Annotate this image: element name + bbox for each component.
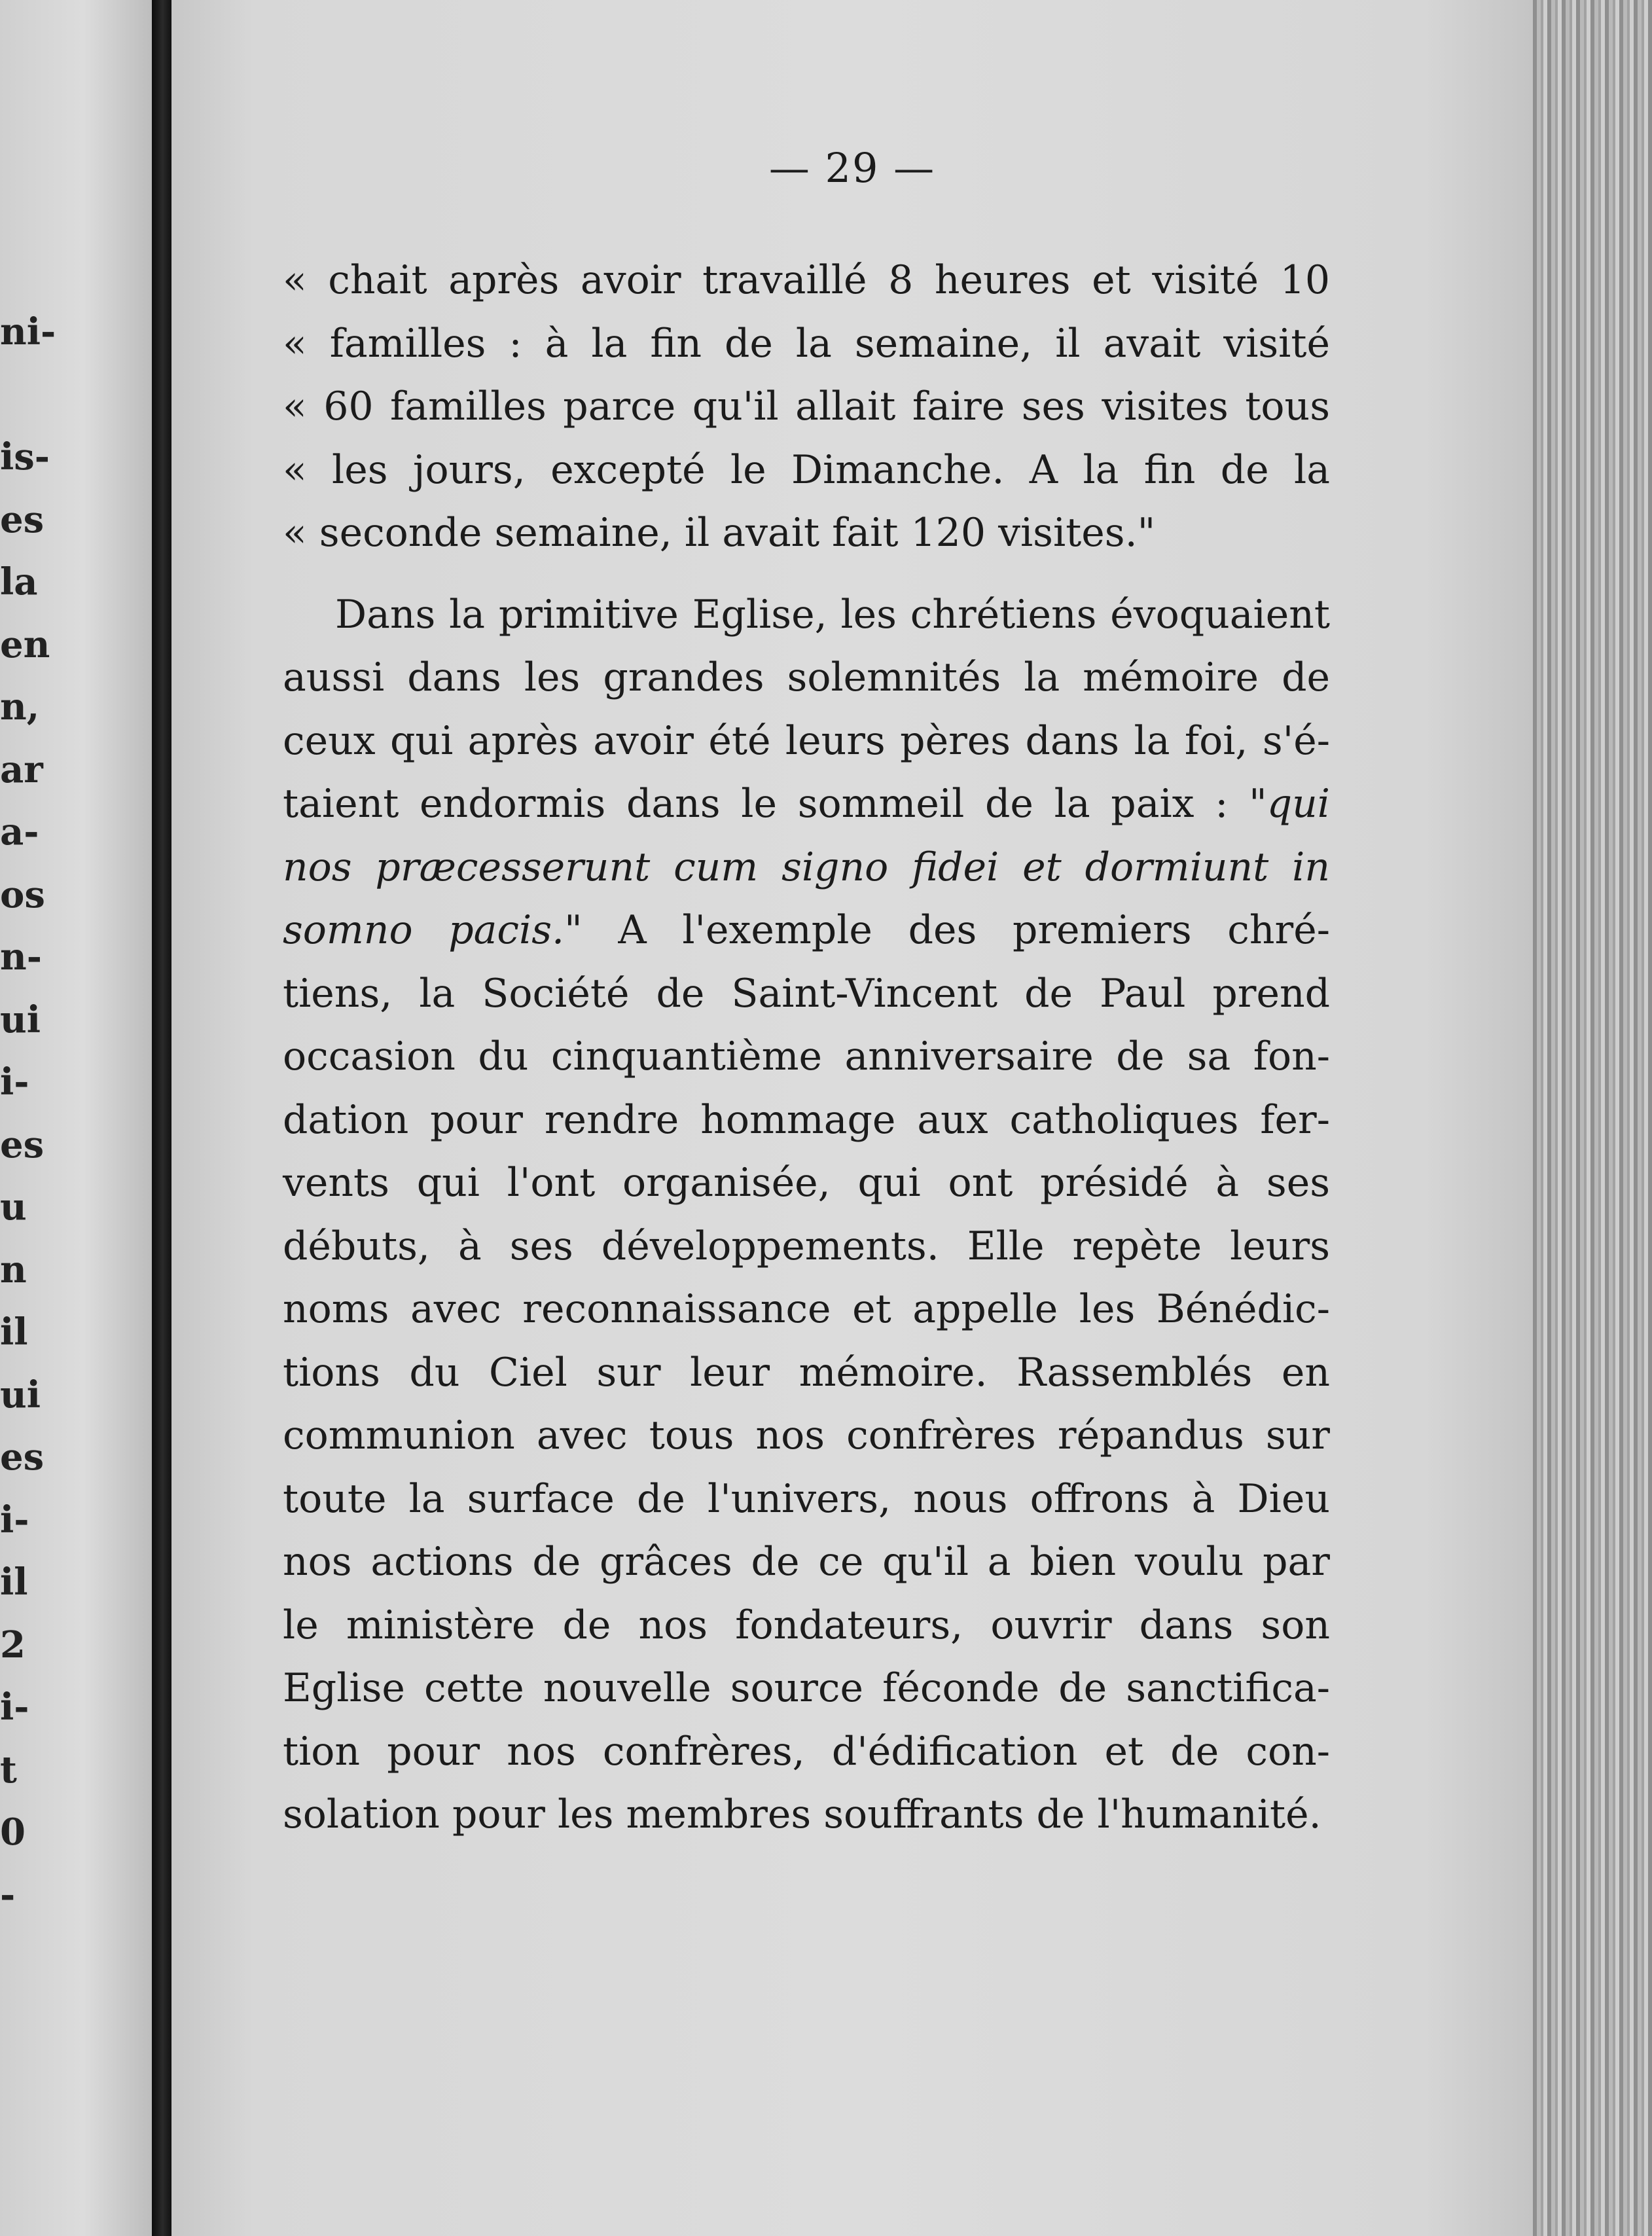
left-page-fragment: i- [0,1498,29,1542]
paragraph-line: Dans la primitive Eglise, les chrétiens évoquaient [335,591,1330,638]
left-page-fragment [0,364,52,427]
paragraph-line: aussi dans les grandes solemnités la mémoire de [283,655,1330,700]
paragraph-line: toute la surface de l'univers, nous offrons à Dieu [283,1475,1330,1522]
book-gutter [152,0,171,2236]
left-page-fragment: t [0,1748,17,1792]
page-number: — 29 — [768,144,936,192]
page-body [283,249,1330,1847]
left-page-fragment: is- [0,435,50,478]
left-page-fragment: ni- [0,310,56,353]
left-page-fragment: n [0,1248,27,1291]
left-page-fragment: es [0,1123,45,1166]
quote-line: « seconde semaine, il avait fait 120 visites." [283,510,1156,556]
paragraph-text: taient endormis dans le sommeil de la paix : " [283,781,1267,827]
quote-line: « les jours, excepté le Dimanche. A la fin de la [283,446,1330,493]
left-page-fragment: - [0,1873,16,1917]
quote-line: « familles : à la fin de la semaine, il avait visité [283,320,1330,367]
paragraph-line: débuts, à ses développements. Elle repète leurs [283,1223,1330,1269]
left-page-fragment: ui [0,1373,41,1416]
paragraph-line [283,899,1330,962]
left-page-fragment: ar [0,748,43,791]
left-page-fragment: 2 [0,1623,26,1667]
paragraph-line: dation pour rendre hommage aux catholiques fer- [283,1096,1330,1143]
left-page-fragment: n, [0,685,40,729]
left-page-fragment: es [0,497,45,541]
paragraph-line: noms avec reconnaissance et appelle les Bénédic- [283,1286,1330,1332]
left-page-fragment: a- [0,810,39,854]
left-page-fragment: n- [0,935,42,979]
left-page-fragment: u [0,1185,27,1229]
paragraph-line: occasion du cinquantième anniversaire de sa fon- [283,1034,1330,1079]
left-page-fragment: es [0,1435,45,1479]
paragraph-line: le ministère de nos fondateurs, ouvrir dans son [283,1602,1330,1648]
quote-line: « chait après avoir travaillé 8 heures et visité 10 [283,257,1330,303]
paragraph-line: solation pour les membres souffrants de l'humanité. [283,1792,1321,1837]
left-page-fragment: en [0,622,50,666]
paragraph-text: " A l'exemple des premiers chré- [564,907,1331,953]
paragraph-line [283,772,1330,836]
paragraph-line: tions du Ciel sur leur mémoire. Rassemblés en [283,1349,1330,1396]
right-page [171,0,1533,2236]
left-page-fragment: la [0,560,38,604]
latin-quote: somno pacis. [283,907,565,953]
quote-line: « 60 familles parce qu'il allait faire ses visites tous [283,384,1330,429]
left-page-fragment: il [0,1560,28,1604]
left-page-fragment: i- [0,1060,29,1104]
left-page [0,0,152,2236]
left-page-fragments [0,301,56,1926]
paragraph-line: communion avec tous nos confrères répandus sur [283,1413,1330,1458]
left-page-fragment: i- [0,1686,29,1729]
paragraph-line: Eglise cette nouvelle source féconde de sanctifica- [283,1665,1330,1711]
page-edges [1533,0,1652,2236]
latin-quote: nos præcesserunt cum signo fidei et dormiunt in [283,844,1330,890]
left-page-fragment: il [0,1310,28,1354]
paragraph-line: tion pour nos confrères, d'édification et de con- [283,1728,1330,1775]
left-page-fragment: ui [0,998,41,1041]
paragraph-line: vents qui l'ont organisée, qui ont présidé à ses [283,1160,1330,1206]
left-page-fragment: os [0,873,45,916]
paragraph-line: tiens, la Société de Saint-Vincent de Paul prend [283,970,1330,1017]
latin-quote: qui [1266,781,1330,827]
left-page-fragment: 0 [0,1811,26,1854]
paragraph-line: ceux qui après avoir été leurs pères dans la foi, s'é- [283,717,1330,764]
paragraph-line: nos actions de grâces de ce qu'il a bien voulu par [283,1539,1330,1585]
